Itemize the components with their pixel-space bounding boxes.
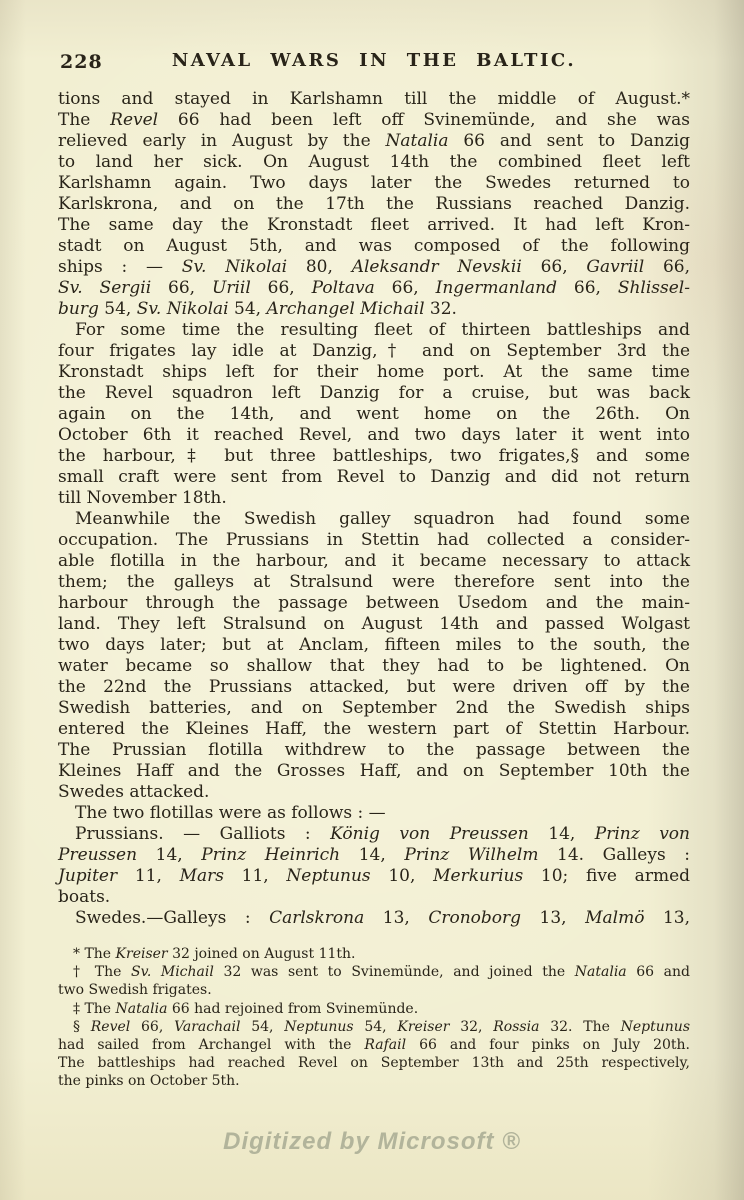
digitization-watermark: Digitized by Microsoft ® [223,1128,521,1155]
paragraph [58,89,690,320]
text-line: Kleines Haff and the Grosses Haff, and on September 10th the [58,761,690,781]
text-line: small craft were sent from Revel to Danzig and did not return [58,467,690,487]
text-line: ‡ The Natalia 66 had rejoined from Svinemünde. [73,1000,419,1017]
footnote [58,945,690,963]
text-line: Meanwhile the Swedish galley squadron had found some [75,509,690,529]
footnotes [58,945,690,1091]
paragraph [58,320,690,509]
text-line: land. They left Stralsund on August 14th and passed Wolgast [58,614,690,634]
paragraph [58,908,690,929]
text-line: the harbour,‡ but three battleships, two frigates,§ and some [58,446,690,466]
text-line: tions and stayed in Karlshamn till the middle of August.* [58,89,690,109]
text-line: harbour through the passage between Usedom and the main- [58,593,690,613]
text-line: four frigates lay idle at Danzig,† and on September 3rd the [58,341,690,361]
text-line: to land her sick. On August 14th the combined fleet left [58,152,690,172]
paragraph [58,509,690,803]
text-line: Preussen 14, Prinz Heinrich 14, Prinz Wilhelm 14. Galleys : [58,845,690,865]
text-line: Karlskrona, and on the 17th the Russians reached Danzig. [58,194,690,214]
text-line: Prussians. — Galliots : König von Preussen 14, Prinz von [75,824,690,844]
text-line: Swedes attacked. [58,782,210,802]
text-line: Swedes.—Galleys : Carlskrona 13, Cronoborg 13, Malmö 13, [75,908,691,928]
text-line: The Revel 66 had been left off Svinemünde, and she was [58,110,690,130]
text-line: the 22nd the Prussians attacked, but were driven off by the [58,677,690,697]
text-line: The Prussian flotilla withdrew to the passage between the [58,740,690,760]
text-line: The same day the Kronstadt fleet arrived. It had left Kron- [58,215,690,235]
text-line: ships : — Sv. Nikolai 80, Aleksandr Nevskii 66, Gavriil 66, [58,257,691,277]
text-line: § Revel 66, Varachail 54, Neptunus 54, Kreiser 32, Rossia 32. The Neptunus [73,1018,690,1035]
running-header [58,50,690,74]
paragraph [58,824,690,908]
page-number: 228 [60,51,103,73]
text-line: Swedish batteries, and on September 2nd the Swedish ships [58,698,690,718]
text-line: Karlshamn again. Two days later the Swedes returned to [58,173,690,193]
text-line: Kronstadt ships left for their home port. At the same time [58,362,690,382]
page-title: NAVAL WARS IN THE BALTIC. [171,50,577,71]
text-line: † The Sv. Michail 32 was sent to Svinemünde, and joined the Natalia 66 and [73,964,690,981]
text-line: again on the 14th, and went home on the 26th. On [58,404,690,424]
text-line: occupation. The Prussians in Stettin had collected a consider- [58,530,690,550]
text-line: Sv. Sergii 66, Uriil 66, Poltava 66, Ingermanland 66, Shlissel- [58,278,690,298]
text-line: them; the galleys at Stralsund were therefore sent into the [58,572,690,592]
text-line: two days later; but at Anclam, fifteen miles to the south, the [58,635,690,655]
body-text [58,89,690,929]
text-line: boats. [58,887,111,907]
text-line: two Swedish frigates. [58,982,212,999]
text-line: * The Kreiser 32 joined on August 11th. [73,946,356,962]
text-line: October 6th it reached Revel, and two days later it went into [58,425,690,445]
text-line: burg 54, Sv. Nikolai 54, Archangel Michail 32. [58,299,457,319]
text-line: able flotilla in the harbour, and it became necessary to attack [58,551,690,571]
text-line: had sailed from Archangel with the Rafail 66 and four pinks on July 20th. [58,1037,690,1054]
footnote [58,1000,690,1018]
text-line: entered the Kleines Haff, the western part of Stettin Harbour. [58,719,690,739]
text-line: relieved early in August by the Natalia 66 and sent to Danzig [58,131,690,151]
text-line: water became so shallow that they had to be lightened. On [58,656,690,676]
text-line: the Revel squadron left Danzig for a cruise, but was back [58,383,690,403]
footnote [58,963,690,999]
text-line: The battleships had reached Revel on September 13th and 25th respectively, [58,1055,690,1072]
text-line: till November 18th. [58,488,227,508]
text-line: the pinks on October 5th. [58,1073,240,1090]
text-line: Jupiter 11, Mars 11, Neptunus 10, Merkurius 10; five armed [58,866,691,886]
text-line: For some time the resulting fleet of thirteen battleships and [75,320,690,340]
text-column [58,50,690,1091]
text-line: stadt on August 5th, and was composed of the following [58,236,690,256]
text-line: The two flotillas were as follows : — [75,803,386,823]
footnote [58,1018,690,1091]
paragraph [58,803,690,824]
